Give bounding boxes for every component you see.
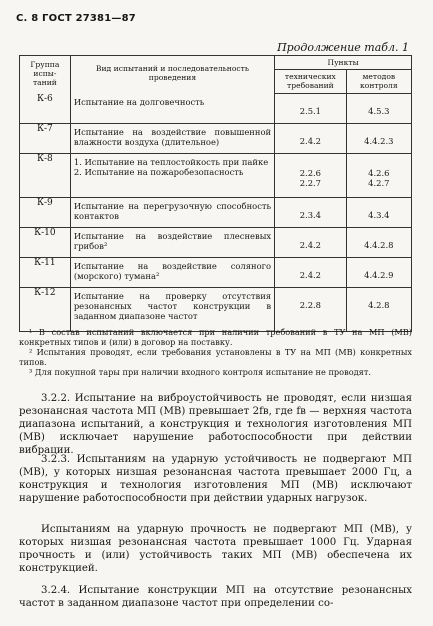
row-method-cell: 4.4.2.8 [346, 228, 411, 258]
row-method-cell: 4.4.2.3 [346, 124, 411, 154]
table-row [20, 258, 412, 288]
table-row [20, 198, 412, 228]
row-desc-cell: Испытание на воздействие повышенной влажности воздуха (длительное) [70, 124, 274, 154]
row-tech-cell: 2.4.2 [275, 258, 347, 288]
row-group-cell: К-11 [20, 258, 71, 288]
row-method-cell: 4.4.2.9 [346, 258, 411, 288]
row-tech-cell: 2.4.2 [275, 124, 347, 154]
row-tech-cell: 2.3.4 [275, 198, 347, 228]
footnote: ³ Для покупной тары при наличии входного контроля испытание не проводят. [29, 367, 371, 377]
table-row [20, 154, 412, 198]
row-desc-cell: Испытание на долговечность [70, 94, 274, 124]
row-group-cell: К-6 [20, 94, 71, 124]
row-desc-cell: 1. Испытание на теплостойкость при пайке 2. Испытание на пожаробезопасность [70, 154, 274, 198]
row-method-cell: 4.2.8 [346, 288, 411, 332]
body-paragraph: 3.2.4. Испытание конструкции МП на отсутствие резонансных частот в заданном диапазоне частот при определении со- [19, 585, 412, 609]
row-group-cell: К-10 [20, 228, 71, 258]
row-tech-cell: 2.2.8 [275, 288, 347, 332]
table-row [20, 288, 412, 332]
row-desc-cell: Испытание на воздействие соляного (морского) тумана² [70, 258, 274, 288]
row-tech-cell: 2.2.6 2.2.7 [275, 154, 347, 198]
table-continuation-label: Продолжение табл. 1 [277, 41, 409, 54]
body-paragraph: 3.2.3. Испытаниям на ударную устойчивость не подвергают МП (МВ), у которых низшая резонансная частота превышает 2000 Гц, а конструкция и технология изготовления МП (МВ) исключают нарушение работоспособности при действии ударных нагрузок. [19, 454, 412, 504]
row-tech-cell: 2.4.2 [275, 228, 347, 258]
row-desc-cell: Испытание на воздействие плесневых грибов² [70, 228, 274, 258]
row-group-cell: К-8 [20, 154, 71, 198]
row-desc-cell: Испытание на проверку отсутствия резонансных частот конструкции в заданном диапазоне частот [70, 288, 274, 332]
col-header-group: Группа испы-таний [20, 56, 71, 94]
body-paragraph: Испытаниям на ударную прочность не подвергают МП (МВ), у которых низшая резонансная частота превышает 1000 Гц. Ударная прочность и (или) устойчивость таких МП (МВ) обеспечена их конструкцией. [19, 524, 412, 574]
tests-table [19, 55, 412, 332]
row-group-cell: К-7 [20, 124, 71, 154]
row-method-cell: 4.2.6 4.2.7 [346, 154, 411, 198]
row-tech-cell: 2.5.1 [275, 94, 347, 124]
row-group-cell: К-12 [20, 288, 71, 332]
page-header: С. 8 ГОСТ 27381—87 [16, 13, 136, 24]
table-row [20, 124, 412, 154]
col-header-tech: технических требований [275, 70, 347, 94]
table-row [20, 228, 412, 258]
row-method-cell: 4.5.3 [346, 94, 411, 124]
row-group-cell: К-9 [20, 198, 71, 228]
table-row [20, 94, 412, 124]
footnote: ¹ В состав испытаний включается при наличии требований в ТУ на МП (МВ) конкретных типов и (или) в договор на поставку. [19, 327, 412, 347]
row-desc-cell: Испытание на перегрузочную способность контактов [70, 198, 274, 228]
col-header-desc: Вид испытаний и последовательность проведения [70, 56, 274, 94]
row-method-cell: 4.3.4 [346, 198, 411, 228]
col-header-points: Пункты [275, 56, 412, 70]
col-header-methods: методов контроля [346, 70, 411, 94]
body-paragraph: 3.2.2. Испытание на виброустойчивость не проводят, если низшая резонансная частота МП (МВ) превышает 2fв, где fв — верхняя частота диапазона испытаний, а конструкция и технология изготовления МП (МВ) исключает нарушение работоспособности при действии вибрации. [19, 393, 412, 456]
footnote: ² Испытания проводят, если требования установлены в ТУ на МП (МВ) конкретных типов. [19, 347, 412, 367]
